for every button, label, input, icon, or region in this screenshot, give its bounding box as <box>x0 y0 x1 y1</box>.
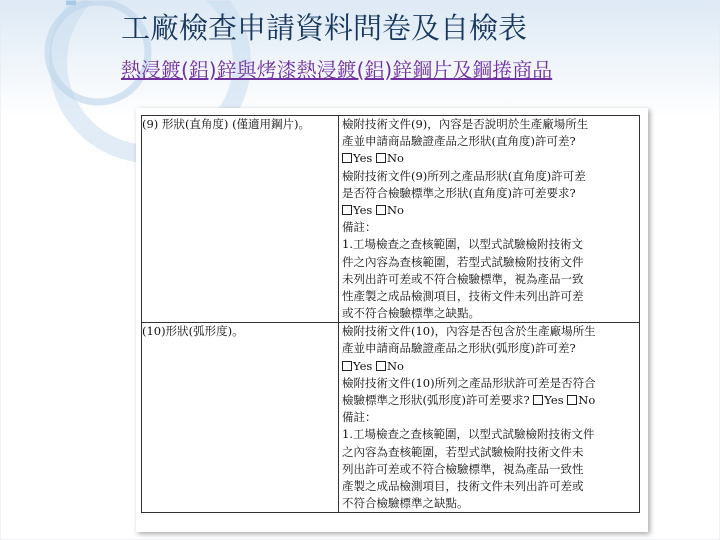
checkbox-no[interactable] <box>376 205 386 215</box>
content-line <box>339 392 639 409</box>
content-line: 性產製之成品檢測項目，技術文件未列出許可差 <box>342 288 584 303</box>
content-line: 件之內容為查核範圍，若型式試驗檢附技術文件 <box>342 254 584 269</box>
item-content <box>339 323 640 513</box>
content-line: 不符合檢驗標準之缺點。 <box>342 496 469 511</box>
checkbox-yes[interactable] <box>342 361 352 371</box>
item-content <box>339 116 640 323</box>
content-line: 檢附技術文件(9)所列之產品形狀(直角度)許可差 <box>342 168 586 183</box>
option-label-no: No <box>386 151 404 166</box>
content-line: 或不符合檢驗標準之缺點。 <box>342 306 480 321</box>
option-label-no: No <box>578 393 596 407</box>
checkbox-yes[interactable] <box>342 153 352 163</box>
content-line <box>339 358 639 375</box>
inspection-table <box>141 115 640 513</box>
option-label-no: No <box>386 202 404 217</box>
item-label: (9) 形狀(直角度) (僅適用鋼片)。 <box>142 116 339 323</box>
content-line: 1.工場檢查之查核範圍，以型式試驗檢附技術文 <box>342 237 583 252</box>
content-line: 未列出許可差或不符合檢驗標準，視為產品一致 <box>342 271 584 286</box>
content-line: 是否符合檢驗標準之形狀(直角度)許可差要求? <box>342 185 576 200</box>
option-label-yes: Yes <box>353 202 373 217</box>
table-row <box>142 116 640 323</box>
option-label-yes: Yes <box>353 358 373 373</box>
content-line <box>339 150 639 167</box>
content-line: 檢附技術文件(10)所列之產品形狀許可差是否符合 <box>342 375 596 390</box>
option-label-no: No <box>386 358 404 373</box>
content-line <box>339 202 639 219</box>
content-line: 產並申請商品驗證產品之形狀(弧形度)許可差? <box>342 341 576 356</box>
checkbox-yes[interactable] <box>342 205 352 215</box>
content-line: 產並申請商品驗證產品之形狀(直角度)許可差? <box>342 134 576 149</box>
checkbox-yes[interactable] <box>533 395 543 405</box>
content-line: 之內容為查核範圍，若型式試驗檢附技術文件未 <box>342 444 584 459</box>
content-line: 檢附技術文件(9)，內容是否說明於生產廠場所生 <box>342 117 589 131</box>
content-line: 備註： <box>342 410 377 425</box>
content-line: 備註： <box>342 220 377 235</box>
content-line: 1.工場檢查之查核範圍，以型式試驗檢附技術文件 <box>342 427 595 442</box>
table-row <box>142 323 640 513</box>
content-line: 產製之成品檢測項目，技術文件未列出許可差或 <box>342 478 584 493</box>
decor-accent-bar <box>66 0 76 5</box>
option-label-yes: Yes <box>544 393 564 407</box>
question-text: 檢驗標準之形狀(弧形度)許可差要求? <box>342 393 534 407</box>
content-line: 列出許可差或不符合檢驗標準，視為產品一致性 <box>342 461 584 476</box>
item-label: (10)形狀(弧形度)。 <box>142 323 339 513</box>
slide-subtitle: 熱浸鍍(鋁)鋅與烤漆熱浸鍍(鋁)鋅鋼片及鋼捲商品 <box>121 58 553 82</box>
content-line: 檢附技術文件(10)，內容是否包含於生產廠場所生 <box>342 324 596 339</box>
checkbox-no[interactable] <box>376 153 386 163</box>
checkbox-no[interactable] <box>376 361 386 371</box>
option-label-yes: Yes <box>353 151 373 166</box>
checkbox-no[interactable] <box>567 395 577 405</box>
slide-title: 工廠檢查申請資料問卷及自檢表 <box>121 11 528 45</box>
